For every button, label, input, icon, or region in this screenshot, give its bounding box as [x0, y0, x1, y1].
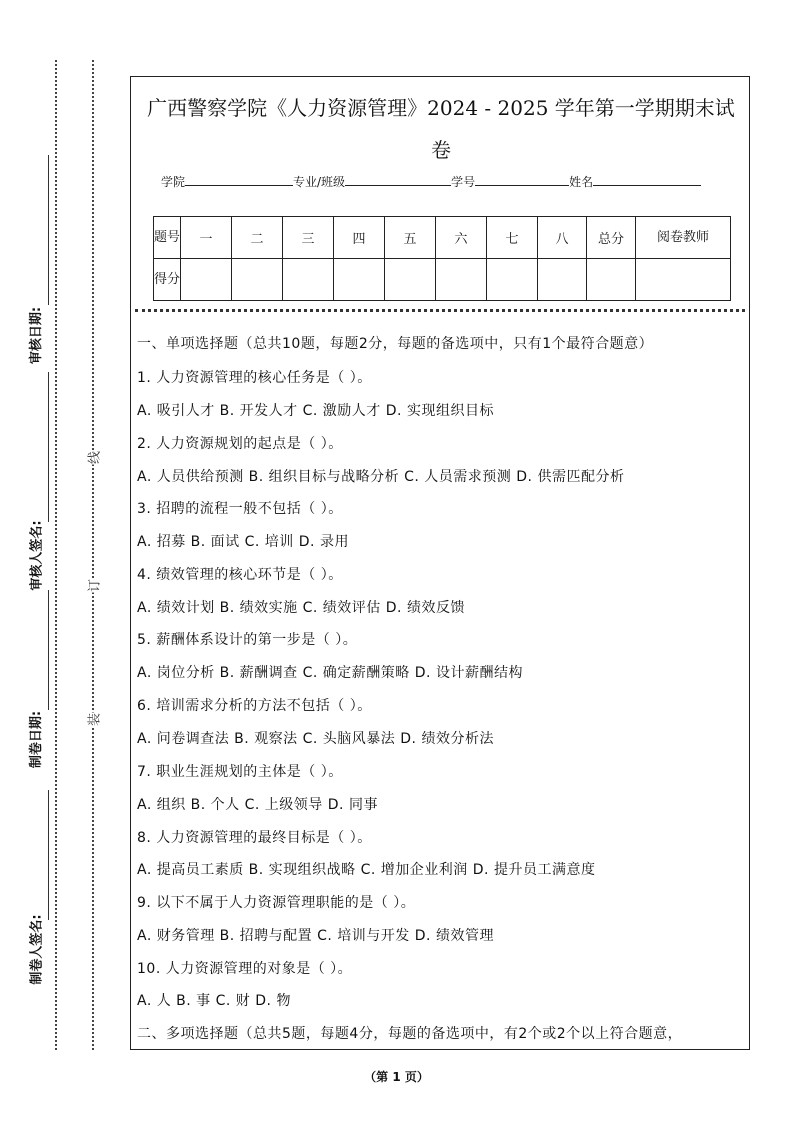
score-cell[interactable]: [181, 259, 232, 301]
question-stem: 7. 职业生涯规划的主体是（ ）。: [137, 764, 343, 780]
score-cell[interactable]: [487, 259, 538, 301]
section2-heading: 二、多项选择题（总共5题，每题4分，每题的备选项中，有2个或2个以上符合题意，: [137, 1026, 683, 1042]
col-1: 一: [181, 217, 232, 259]
major-label: 专业/班级: [293, 175, 346, 189]
question-options: A. 吸引人才 B. 开发人才 C. 激励人才 D. 实现组织目标: [137, 403, 494, 419]
reviewer-sign-label: 审核人签名:: [29, 520, 45, 591]
col-total: 总分: [587, 217, 636, 259]
question-stem: 5. 薪酬体系设计的第一步是（ ）。: [137, 632, 358, 648]
col-6: 六: [436, 217, 487, 259]
major-field[interactable]: [345, 173, 451, 186]
review-date-line: [48, 155, 49, 305]
student-info-row: [161, 173, 701, 190]
question-number-label: 题号: [154, 217, 181, 259]
college-label: 学院: [161, 175, 186, 189]
col-5: 五: [385, 217, 436, 259]
col-grader: 阅卷教师: [636, 217, 731, 259]
question-options: A. 组织 B. 个人 C. 上级领导 D. 同事: [137, 797, 378, 813]
reviewer-sign-line: [48, 372, 49, 522]
review-date-label: 审核日期:: [29, 306, 45, 365]
score-cell[interactable]: [636, 259, 731, 301]
question-stem: 3. 招聘的流程一般不包括（ ）。: [137, 501, 343, 517]
question-options: A. 岗位分析 B. 薪酬调查 C. 确定薪酬策略 D. 设计薪酬结构: [137, 665, 523, 681]
col-3: 三: [283, 217, 334, 259]
score-cell[interactable]: [385, 259, 436, 301]
question-stem: 2. 人力资源规划的起点是（ ）。: [137, 436, 343, 452]
name-label: 姓名: [569, 175, 594, 189]
score-cell[interactable]: [232, 259, 283, 301]
score-cell[interactable]: [587, 259, 636, 301]
question-options: A. 问卷调查法 B. 观察法 C. 头脑风暴法 D. 绩效分析法: [137, 731, 494, 747]
page-number: （第 1 页）: [364, 1070, 429, 1084]
binding-char-xian: 线: [84, 451, 103, 465]
binding-char-zhuang: 装: [84, 713, 103, 727]
section1-heading: 一、单项选择题（总共10题，每题2分，每题的备选项中，只有1个最符合题意）: [137, 336, 654, 352]
col-4: 四: [334, 217, 385, 259]
exam-title: 广西警察学院《人力资源管理》2024 - 2025 学年第一学期期末试: [147, 96, 735, 120]
question-stem: 8. 人力资源管理的最终目标是（ ）。: [137, 830, 372, 846]
score-table-score-row: [154, 259, 731, 301]
question-stem: 6. 培训需求分析的方法不包括（ ）。: [137, 698, 372, 714]
student-id-field[interactable]: [475, 173, 569, 186]
score-label: 得分: [154, 259, 181, 301]
col-7: 七: [487, 217, 538, 259]
binding-dotted-line-inner: [92, 60, 94, 1050]
binding-char-ding: 订: [84, 579, 103, 593]
exam-title-continued: 卷: [431, 138, 451, 162]
question-stem: 1. 人力资源管理的核心任务是（ ）。: [137, 370, 372, 386]
question-options: A. 提高员工素质 B. 实现组织战略 C. 增加企业利润 D. 提升员工满意度: [137, 862, 596, 878]
question-stem: 4. 绩效管理的核心环节是（ ）。: [137, 567, 343, 583]
binding-dotted-line-outer: [55, 60, 57, 1050]
score-cell[interactable]: [283, 259, 334, 301]
question-options: A. 人 B. 事 C. 财 D. 物: [137, 993, 291, 1009]
question-options: A. 绩效计划 B. 绩效实施 C. 绩效评估 D. 绩效反馈: [137, 600, 465, 616]
col-2: 二: [232, 217, 283, 259]
maker-sign-line: [48, 790, 49, 920]
make-date-label: 制卷日期:: [29, 710, 45, 769]
score-cell[interactable]: [334, 259, 385, 301]
question-stem: 9. 以下不属于人力资源管理职能的是（ ）。: [137, 895, 416, 911]
score-cell[interactable]: [436, 259, 487, 301]
maker-sign-label: 制卷人签名:: [29, 914, 45, 985]
question-options: A. 财务管理 B. 招聘与配置 C. 培训与开发 D. 绩效管理: [137, 928, 494, 944]
make-date-line: [48, 590, 49, 710]
score-cell[interactable]: [538, 259, 587, 301]
question-options: A. 招募 B. 面试 C. 培训 D. 录用: [137, 534, 349, 550]
dotted-separator: [135, 309, 745, 312]
col-8: 八: [538, 217, 587, 259]
college-field[interactable]: [185, 173, 293, 186]
score-table: [153, 216, 731, 301]
question-options: A. 人员供给预测 B. 组织目标与战略分析 C. 人员需求预测 D. 供需匹配分析: [137, 469, 625, 485]
name-field[interactable]: [593, 173, 701, 186]
exam-frame: [130, 76, 750, 1050]
question-stem: 10. 人力资源管理的对象是（ ）。: [137, 961, 353, 977]
student-id-label: 学号: [451, 175, 476, 189]
score-table-header-row: [154, 217, 731, 259]
